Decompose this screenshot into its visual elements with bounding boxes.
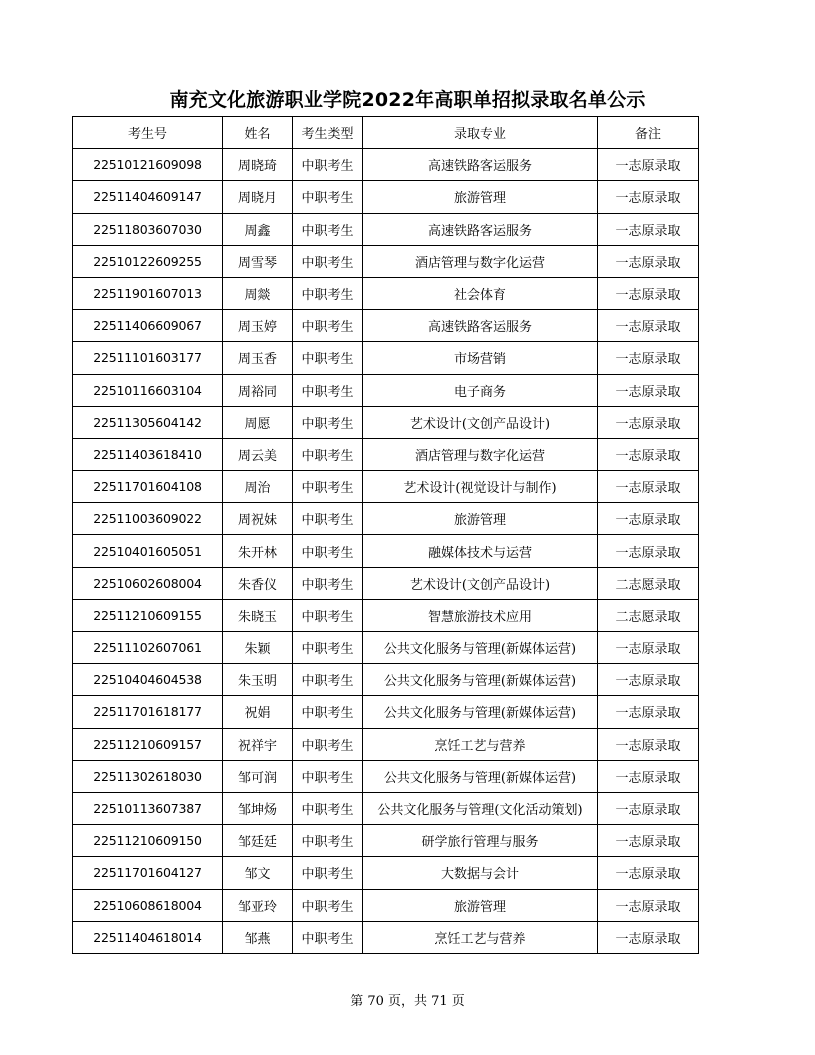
exam-number-cell: 22511406609067: [73, 310, 223, 342]
remarks-cell: 二志愿录取: [598, 567, 699, 599]
name-cell: 周晓月: [223, 181, 293, 213]
table-row: [73, 310, 699, 342]
table-row: [73, 149, 699, 181]
major-cell: 公共文化服务与管理(新媒体运营): [363, 696, 598, 728]
name-cell: 邹亚玲: [223, 889, 293, 921]
candidate-type-cell: 中职考生: [293, 921, 363, 953]
exam-number-cell: 22511701604108: [73, 471, 223, 503]
candidate-type-cell: 中职考生: [293, 342, 363, 374]
table-row: [73, 792, 699, 824]
header-remarks: 备注: [598, 117, 699, 149]
exam-number-cell: 22510113607387: [73, 792, 223, 824]
remarks-cell: 一志原录取: [598, 471, 699, 503]
table-row: [73, 342, 699, 374]
name-cell: 周鑫: [223, 213, 293, 245]
candidate-type-cell: 中职考生: [293, 567, 363, 599]
table-row: [73, 213, 699, 245]
table-row: [73, 245, 699, 277]
table-row: [73, 696, 699, 728]
major-cell: 艺术设计(视觉设计与制作): [363, 471, 598, 503]
candidate-type-cell: 中职考生: [293, 213, 363, 245]
table-row: [73, 728, 699, 760]
name-cell: 周玉香: [223, 342, 293, 374]
name-cell: 周雪琴: [223, 245, 293, 277]
candidate-type-cell: 中职考生: [293, 696, 363, 728]
major-cell: 公共文化服务与管理(新媒体运营): [363, 760, 598, 792]
remarks-cell: 一志原录取: [598, 406, 699, 438]
candidate-type-cell: 中职考生: [293, 374, 363, 406]
remarks-cell: 一志原录取: [598, 213, 699, 245]
remarks-cell: 一志原录取: [598, 632, 699, 664]
exam-number-cell: 22511210609155: [73, 599, 223, 631]
candidate-type-cell: 中职考生: [293, 471, 363, 503]
exam-number-cell: 22510122609255: [73, 245, 223, 277]
candidate-type-cell: 中职考生: [293, 599, 363, 631]
admission-list-table: [72, 116, 699, 954]
exam-number-cell: 22511803607030: [73, 213, 223, 245]
table-body: [73, 149, 699, 954]
remarks-cell: 一志原录取: [598, 277, 699, 309]
exam-number-cell: 22511102607061: [73, 632, 223, 664]
major-cell: 高速铁路客运服务: [363, 149, 598, 181]
remarks-cell: 一志原录取: [598, 438, 699, 470]
name-cell: 周愿: [223, 406, 293, 438]
name-cell: 周裕同: [223, 374, 293, 406]
table-row: [73, 535, 699, 567]
candidate-type-cell: 中职考生: [293, 438, 363, 470]
remarks-cell: 一志原录取: [598, 374, 699, 406]
candidate-type-cell: 中职考生: [293, 857, 363, 889]
major-cell: 市场营销: [363, 342, 598, 374]
table-row: [73, 503, 699, 535]
exam-number-cell: 22511101603177: [73, 342, 223, 374]
major-cell: 酒店管理与数字化运营: [363, 438, 598, 470]
table-row: [73, 599, 699, 631]
table-row: [73, 760, 699, 792]
candidate-type-cell: 中职考生: [293, 792, 363, 824]
candidate-type-cell: 中职考生: [293, 406, 363, 438]
name-cell: 朱开林: [223, 535, 293, 567]
candidate-type-cell: 中职考生: [293, 664, 363, 696]
candidate-type-cell: 中职考生: [293, 181, 363, 213]
remarks-cell: 一志原录取: [598, 503, 699, 535]
exam-number-cell: 22511302618030: [73, 760, 223, 792]
table-row: [73, 921, 699, 953]
name-cell: 邹廷廷: [223, 825, 293, 857]
remarks-cell: 二志愿录取: [598, 599, 699, 631]
name-cell: 邹文: [223, 857, 293, 889]
major-cell: 高速铁路客运服务: [363, 213, 598, 245]
candidate-type-cell: 中职考生: [293, 889, 363, 921]
major-cell: 电子商务: [363, 374, 598, 406]
candidate-type-cell: 中职考生: [293, 760, 363, 792]
exam-number-cell: 22511403618410: [73, 438, 223, 470]
candidate-type-cell: 中职考生: [293, 310, 363, 342]
major-cell: 社会体育: [363, 277, 598, 309]
exam-number-cell: 22510116603104: [73, 374, 223, 406]
name-cell: 周燚: [223, 277, 293, 309]
major-cell: 旅游管理: [363, 503, 598, 535]
exam-number-cell: 22510608618004: [73, 889, 223, 921]
name-cell: 周云美: [223, 438, 293, 470]
candidate-type-cell: 中职考生: [293, 503, 363, 535]
exam-number-cell: 22511901607013: [73, 277, 223, 309]
candidate-type-cell: 中职考生: [293, 632, 363, 664]
name-cell: 祝娟: [223, 696, 293, 728]
remarks-cell: 一志原录取: [598, 857, 699, 889]
name-cell: 朱香仪: [223, 567, 293, 599]
major-cell: 烹饪工艺与营养: [363, 728, 598, 760]
exam-number-cell: 22510401605051: [73, 535, 223, 567]
major-cell: 高速铁路客运服务: [363, 310, 598, 342]
remarks-cell: 一志原录取: [598, 921, 699, 953]
major-cell: 公共文化服务与管理(新媒体运营): [363, 664, 598, 696]
page-title: 南充文化旅游职业学院2022年高职单招拟录取名单公示: [169, 89, 646, 111]
major-cell: 旅游管理: [363, 181, 598, 213]
page-number: 第 70 页，共 71 页: [350, 994, 465, 1009]
exam-number-cell: 22510121609098: [73, 149, 223, 181]
remarks-cell: 一志原录取: [598, 825, 699, 857]
table-row: [73, 664, 699, 696]
remarks-cell: 一志原录取: [598, 181, 699, 213]
exam-number-cell: 22511701604127: [73, 857, 223, 889]
major-cell: 艺术设计(文创产品设计): [363, 406, 598, 438]
major-cell: 智慧旅游技术应用: [363, 599, 598, 631]
candidate-type-cell: 中职考生: [293, 149, 363, 181]
name-cell: 周祝妹: [223, 503, 293, 535]
candidate-type-cell: 中职考生: [293, 535, 363, 567]
table-row: [73, 632, 699, 664]
table-row: [73, 374, 699, 406]
name-cell: 周玉婷: [223, 310, 293, 342]
table-row: [73, 277, 699, 309]
remarks-cell: 一志原录取: [598, 245, 699, 277]
remarks-cell: 一志原录取: [598, 535, 699, 567]
exam-number-cell: 22511003609022: [73, 503, 223, 535]
remarks-cell: 一志原录取: [598, 664, 699, 696]
major-cell: 艺术设计(文创产品设计): [363, 567, 598, 599]
exam-number-cell: 22511210609157: [73, 728, 223, 760]
remarks-cell: 一志原录取: [598, 696, 699, 728]
table-row: [73, 406, 699, 438]
major-cell: 酒店管理与数字化运营: [363, 245, 598, 277]
remarks-cell: 一志原录取: [598, 889, 699, 921]
major-cell: 融媒体技术与运营: [363, 535, 598, 567]
candidate-type-cell: 中职考生: [293, 728, 363, 760]
exam-number-cell: 22511404609147: [73, 181, 223, 213]
name-cell: 邹坤炀: [223, 792, 293, 824]
exam-number-cell: 22511404618014: [73, 921, 223, 953]
exam-number-cell: 22510404604538: [73, 664, 223, 696]
major-cell: 大数据与会计: [363, 857, 598, 889]
header-exam-number: 考生号: [73, 117, 223, 149]
name-cell: 朱晓玉: [223, 599, 293, 631]
table-row: [73, 825, 699, 857]
header-admitted-major: 录取专业: [363, 117, 598, 149]
header-name: 姓名: [223, 117, 293, 149]
name-cell: 祝祥宇: [223, 728, 293, 760]
table-row: [73, 438, 699, 470]
table-row: [73, 889, 699, 921]
remarks-cell: 一志原录取: [598, 342, 699, 374]
table-header-row: [73, 117, 699, 149]
exam-number-cell: 22511210609150: [73, 825, 223, 857]
major-cell: 公共文化服务与管理(新媒体运营): [363, 632, 598, 664]
major-cell: 旅游管理: [363, 889, 598, 921]
major-cell: 烹饪工艺与营养: [363, 921, 598, 953]
name-cell: 朱玉明: [223, 664, 293, 696]
candidate-type-cell: 中职考生: [293, 277, 363, 309]
remarks-cell: 一志原录取: [598, 149, 699, 181]
exam-number-cell: 22510602608004: [73, 567, 223, 599]
name-cell: 周治: [223, 471, 293, 503]
exam-number-cell: 22511701618177: [73, 696, 223, 728]
table-row: [73, 567, 699, 599]
header-candidate-type: 考生类型: [293, 117, 363, 149]
name-cell: 周晓琦: [223, 149, 293, 181]
candidate-type-cell: 中职考生: [293, 245, 363, 277]
remarks-cell: 一志原录取: [598, 728, 699, 760]
major-cell: 研学旅行管理与服务: [363, 825, 598, 857]
name-cell: 邹可润: [223, 760, 293, 792]
exam-number-cell: 22511305604142: [73, 406, 223, 438]
name-cell: 邹燕: [223, 921, 293, 953]
table-row: [73, 857, 699, 889]
table-row: [73, 471, 699, 503]
name-cell: 朱颖: [223, 632, 293, 664]
remarks-cell: 一志原录取: [598, 760, 699, 792]
candidate-type-cell: 中职考生: [293, 825, 363, 857]
major-cell: 公共文化服务与管理(文化活动策划): [363, 792, 598, 824]
remarks-cell: 一志原录取: [598, 792, 699, 824]
remarks-cell: 一志原录取: [598, 310, 699, 342]
table-row: [73, 181, 699, 213]
